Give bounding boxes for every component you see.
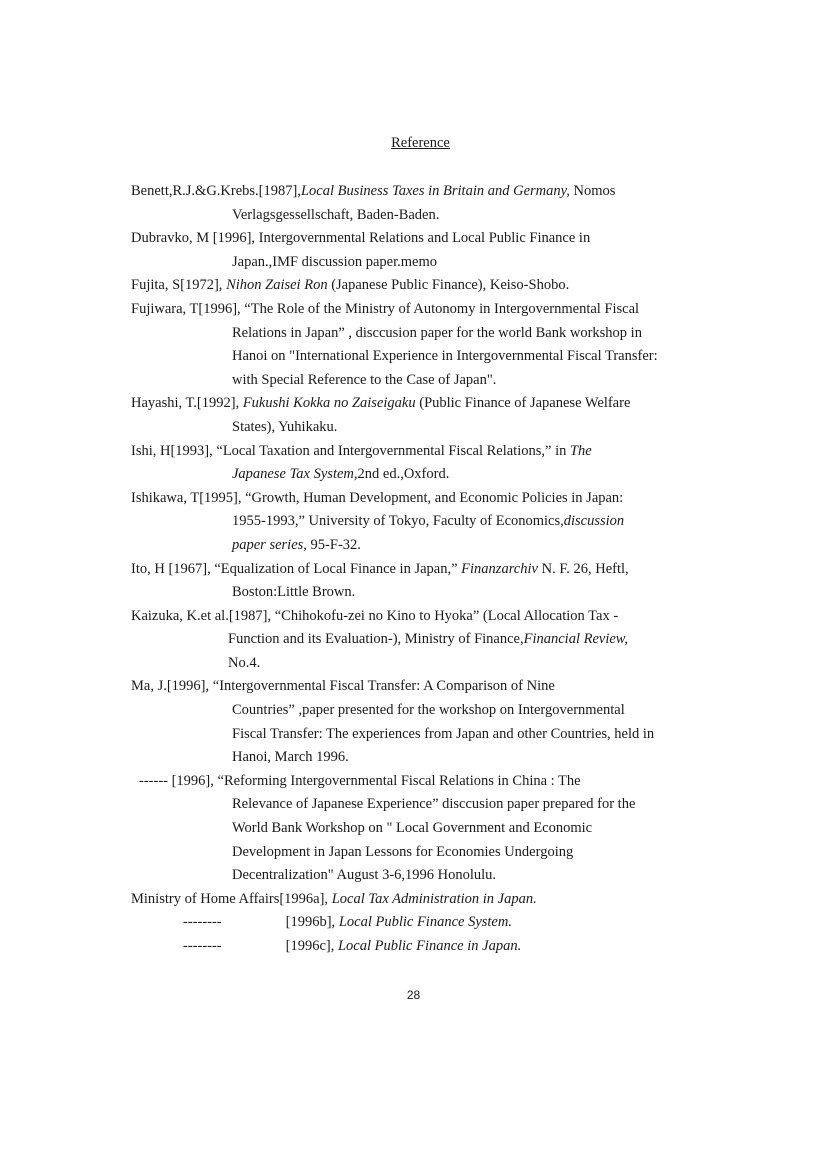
reference-entry: Ishikawa, T[1995], “Growth, Human Development, and Economic Policies in Japan: 1955-1993,” University of Tokyo, Faculty of Economics,discussion paper series, 95-F-32. (131, 489, 625, 553)
reference-entry: Fujita, S[1972], Nihon Zaisei Ron (Japanese Public Finance), Keiso-Shobo. (131, 277, 570, 294)
reference-entry: Dubravko, M [1996], Intergovernmental Relations and Local Public Finance in Japan.,IMF discussion paper.memo (131, 230, 591, 270)
reference-entry: Ito, H [1967], “Equalization of Local Finance in Japan,” Finanzarchiv N. F. 26, Heftl, Boston:Little Brown. (131, 560, 629, 601)
reference-entry: -------- [1996c], Local Public Finance in Japan. (183, 938, 522, 954)
reference-entry: ------ [1996], “Reforming Intergovernmental Fiscal Relations in China : The Relevance of Japanese Experience” disccusion paper prepared for the World Bank Workshop on " Local Government and Economic Development in Japan Lessons for Economies Undergoing Decentralization" August 3-6,1996 Honolulu. (139, 772, 636, 884)
reference-entry: Kaizuka, K.et al.[1987], “Chihokofu-zei no Kino to Hyoka” (Local Allocation Tax - Function and its Evaluation-), Ministry of Finance,Financial Review, No.4. (131, 607, 629, 671)
reference-entry: -------- [1996b], Local Public Finance System. (183, 914, 512, 931)
reference-entry: Ma, J.[1996], “Intergovernmental Fiscal Transfer: A Comparison of Nine Countries” ,paper presented for the workshop on Intergovernmental Fiscal Transfer: The experiences from Japan and other Countries, held in Hanoi, March 1996. (131, 678, 655, 766)
reference-list (131, 180, 731, 959)
reference-entry: Ishi, H[1993], “Local Taxation and Intergovernmental Fiscal Relations,” in The Japanese Tax System,2nd ed.,Oxford. (131, 442, 592, 483)
reference-entry: Benett,R.J.&G.Krebs.[1987],Local Business Taxes in Britain and Germany, Nomos Verlagsgessellschaft, Baden-Baden. (131, 183, 616, 223)
page-number: 28 (406, 988, 421, 1002)
reference-entry: Ministry of Home Affairs[1996a], Local Tax Administration in Japan. (131, 890, 537, 907)
reference-entry: Fujiwara, T[1996], “The Role of the Ministry of Autonomy in Intergovernmental Fiscal Relations in Japan” , disccusion paper for the world Bank workshop in Hanoi on "International Experience in Intergovernmental Fiscal Transfer: with Special Reference to the Case of Japan". (131, 300, 658, 388)
page-title: Reference (391, 135, 450, 151)
reference-entry: Hayashi, T.[1992], Fukushi Kokka no Zaiseigaku (Public Finance of Japanese Welfare States), Yuhikaku. (131, 395, 631, 435)
